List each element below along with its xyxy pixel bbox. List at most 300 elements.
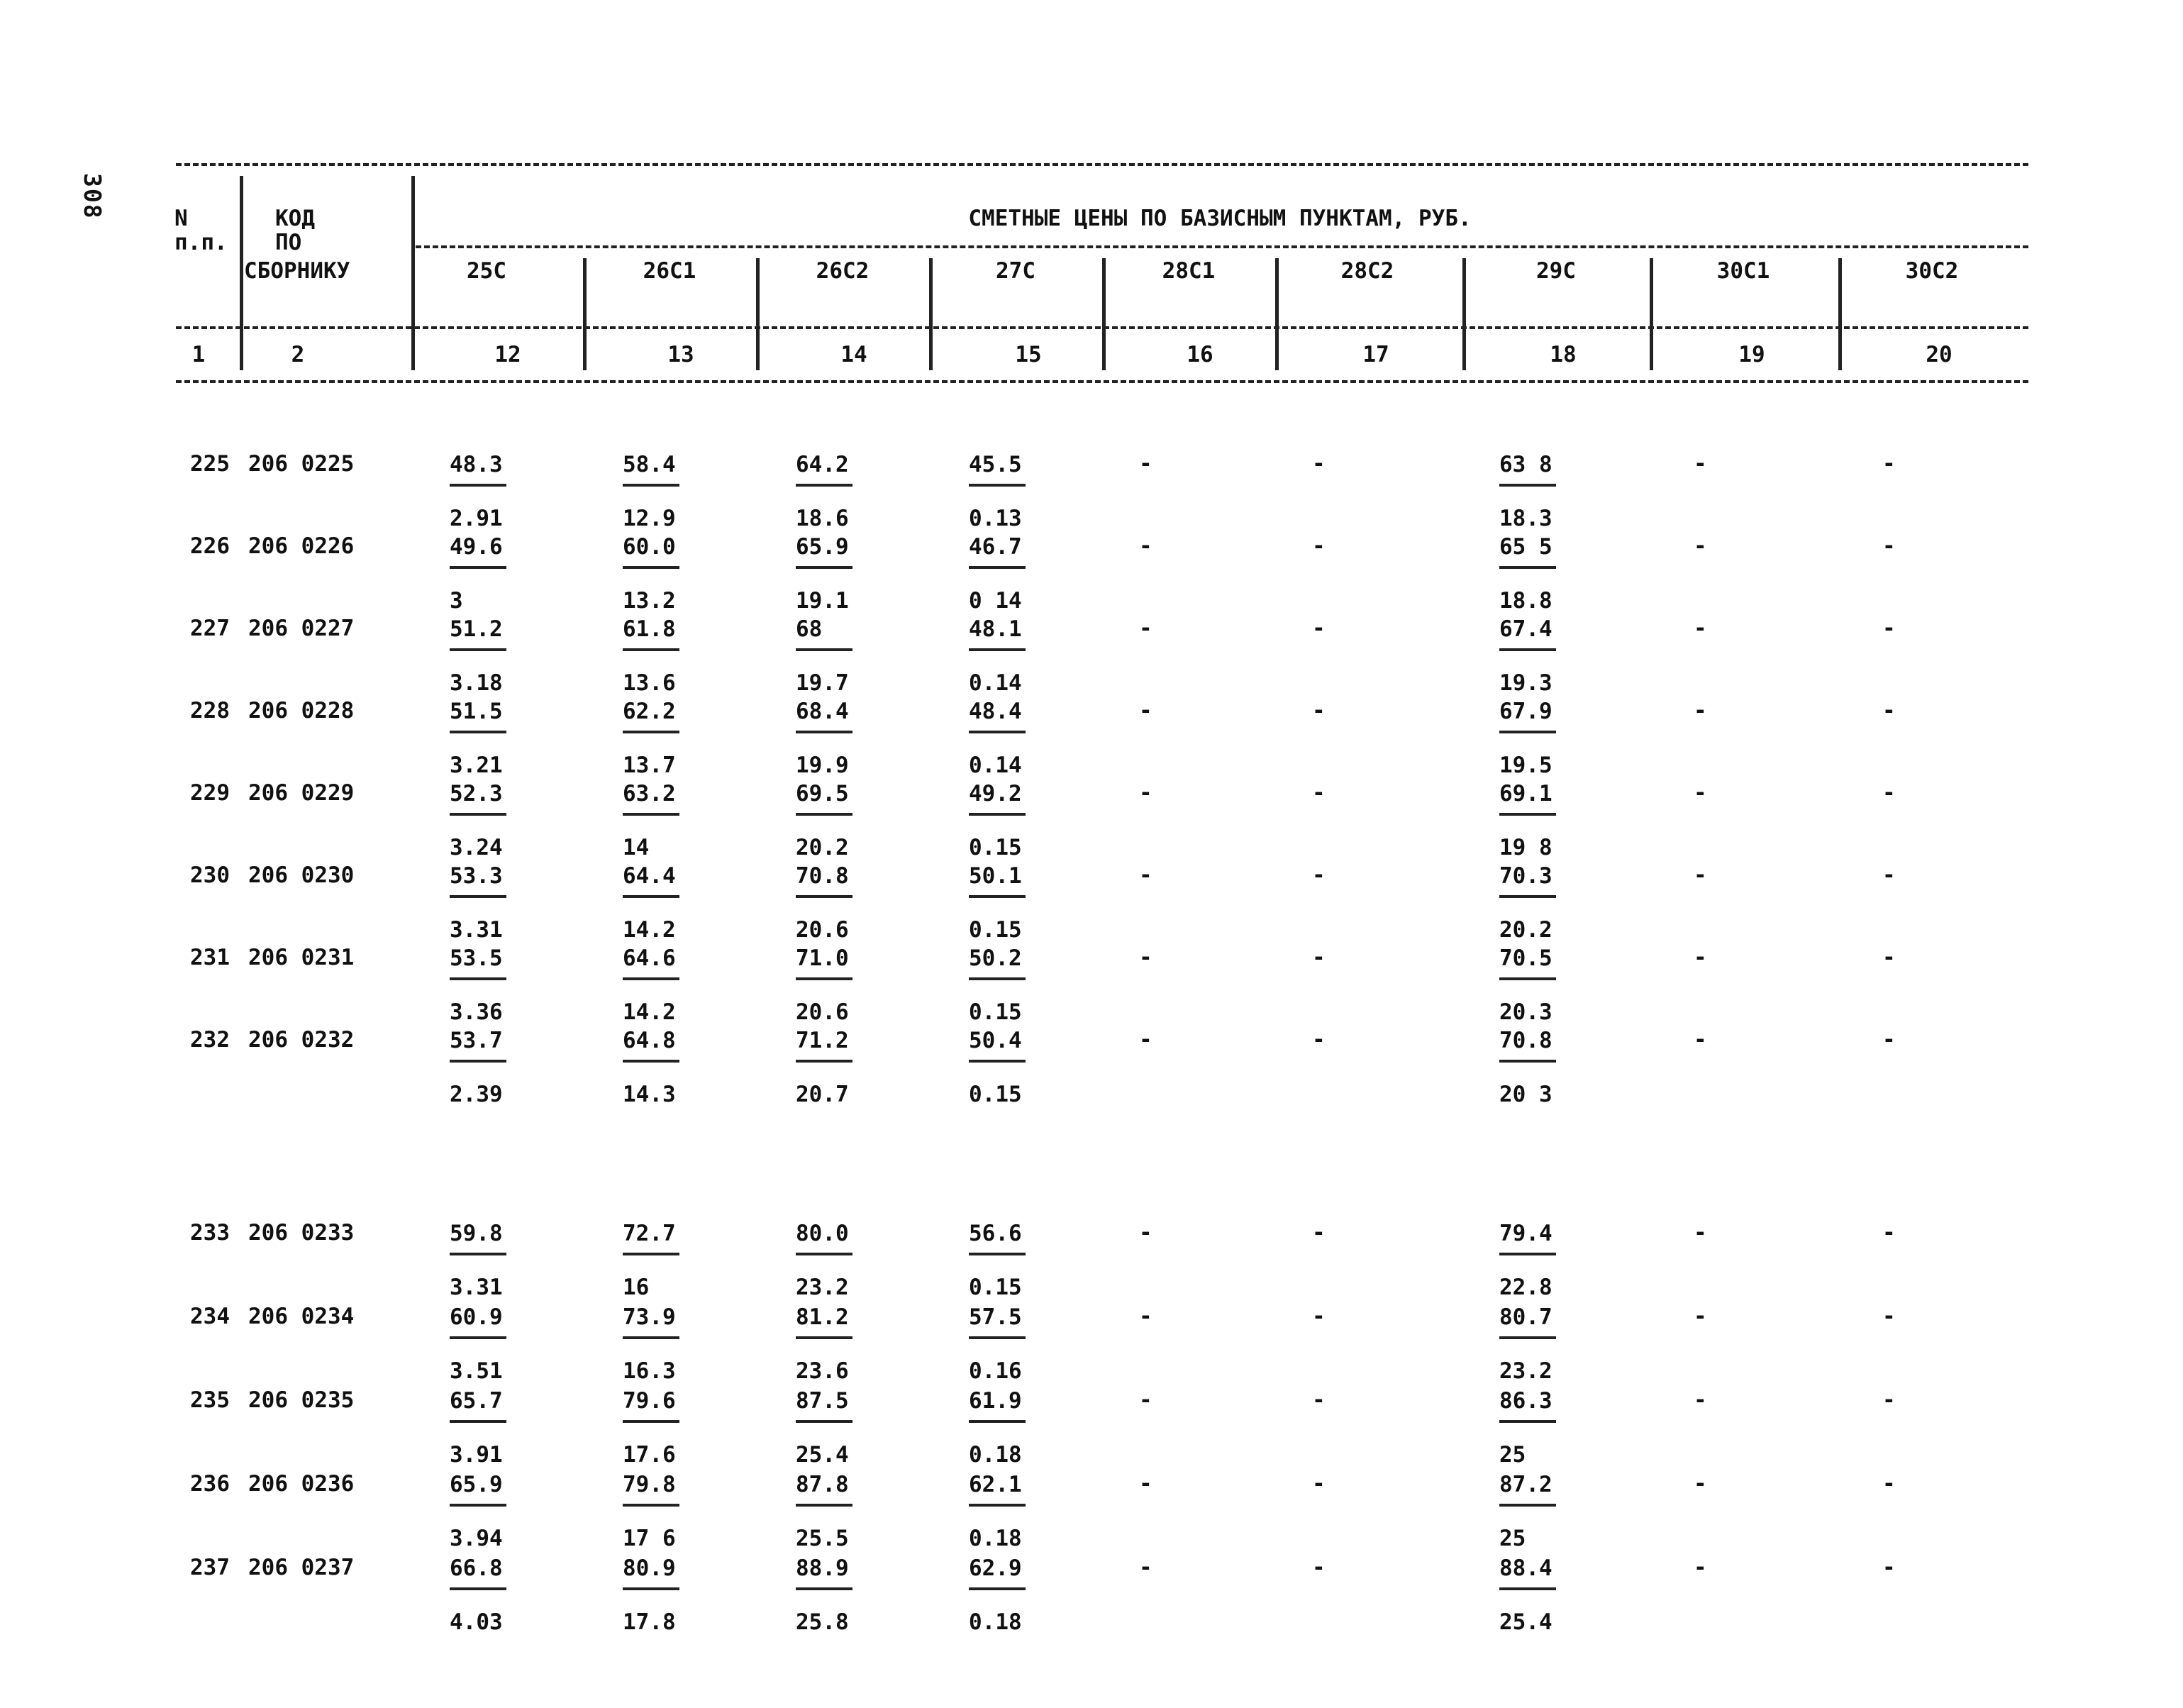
price-value: 71.2 (796, 1028, 849, 1053)
price-fraction (1499, 1027, 1560, 1108)
fraction-bar (796, 1587, 852, 1590)
price-fraction (969, 698, 1030, 779)
price-value: 69.1 (1499, 781, 1552, 806)
row-code: 206 0225 (248, 451, 355, 477)
transport-cost-value: 13.2 (623, 588, 676, 614)
fraction-bar (969, 1420, 1026, 1423)
transport-cost-value: 20.2 (796, 835, 849, 860)
transport-cost-value: 2.39 (450, 1082, 503, 1107)
price-value: 50.4 (969, 1028, 1022, 1053)
price-value: 62.1 (969, 1472, 1022, 1497)
price-value: 61.9 (969, 1388, 1022, 1414)
empty-price-dash: - (1312, 1555, 1326, 1580)
price-value: 63.2 (623, 781, 676, 806)
transport-cost-value: 17.6 (623, 1442, 676, 1468)
price-fraction (969, 945, 1030, 1026)
transport-cost-value: 14.2 (623, 999, 676, 1025)
price-value: 81.2 (796, 1304, 849, 1330)
price-fraction (1499, 780, 1560, 861)
transport-cost-value: 2.91 (450, 506, 503, 531)
row-number: 226 (190, 533, 230, 559)
row-number: 232 (190, 1027, 230, 1053)
transport-cost-value: 19.7 (796, 670, 849, 696)
row-code: 206 0236 (248, 1471, 355, 1497)
price-value: 70.8 (1499, 1028, 1552, 1053)
fraction-bar (969, 1336, 1026, 1339)
transport-cost-value: 23.2 (1499, 1358, 1552, 1384)
empty-price-dash: - (1139, 1220, 1152, 1246)
fraction-bar (1499, 566, 1556, 569)
fraction-bar (623, 648, 679, 651)
transport-cost-value: 3 (450, 588, 463, 614)
header-code-sub-label: ПО (275, 230, 302, 255)
row-number: 230 (190, 863, 230, 888)
price-fraction (969, 1387, 1030, 1468)
price-value: 51.5 (450, 699, 503, 724)
transport-cost-value: 3.94 (450, 1526, 503, 1551)
price-fraction (1499, 945, 1560, 1026)
transport-cost-value: 18.3 (1499, 506, 1552, 531)
price-value: 60.9 (450, 1304, 503, 1330)
transport-cost-value: 25.4 (796, 1442, 849, 1468)
empty-price-dash: - (1694, 863, 1707, 888)
empty-price-dash: - (1882, 1471, 1896, 1497)
fraction-bar (450, 566, 506, 569)
empty-price-dash: - (1139, 1027, 1152, 1053)
price-value: 48.3 (450, 452, 503, 477)
price-value: 63 8 (1499, 452, 1552, 477)
price-value: 67.9 (1499, 699, 1552, 724)
fraction-bar (450, 1420, 506, 1423)
fraction-bar (450, 977, 506, 980)
price-value: 64.8 (623, 1028, 676, 1053)
empty-price-dash: - (1312, 780, 1326, 806)
fraction-bar (796, 977, 852, 980)
price-value: 58.4 (623, 452, 676, 477)
empty-price-dash: - (1312, 945, 1326, 970)
transport-cost-value: 3.31 (450, 1275, 503, 1300)
price-fraction (450, 616, 511, 697)
price-fraction (450, 863, 511, 943)
header-col-label: 28С1 (1162, 258, 1216, 284)
header-col-label: 29С (1536, 258, 1576, 284)
fraction-bar (969, 1253, 1026, 1255)
empty-price-dash: - (1694, 533, 1707, 559)
transport-cost-value: 0.13 (969, 506, 1022, 531)
fraction-bar (1499, 484, 1556, 487)
price-value: 67.4 (1499, 616, 1552, 642)
fraction-bar (623, 813, 679, 816)
empty-price-dash: - (1139, 1387, 1152, 1413)
fraction-bar (450, 1060, 506, 1063)
transport-cost-value: 3.31 (450, 917, 503, 943)
transport-cost-value: 16 (623, 1275, 650, 1300)
fraction-bar (450, 1253, 506, 1255)
row-number: 237 (190, 1555, 230, 1580)
empty-price-dash: - (1882, 1220, 1896, 1246)
empty-price-dash: - (1694, 1220, 1707, 1246)
fraction-bar (796, 1060, 852, 1063)
row-number: 231 (190, 945, 230, 970)
empty-price-dash: - (1312, 616, 1326, 641)
transport-cost-value: 3.24 (450, 835, 503, 860)
price-value: 48.4 (969, 699, 1022, 724)
fraction-bar (796, 895, 852, 898)
empty-price-dash: - (1312, 1387, 1326, 1413)
transport-cost-value: 19.1 (796, 588, 849, 614)
price-fraction (623, 451, 684, 532)
header-col-number: 14 (840, 342, 867, 367)
price-fraction (969, 1304, 1030, 1385)
header-col-label: 30С1 (1716, 258, 1770, 284)
transport-cost-value: 0.18 (969, 1442, 1022, 1468)
transport-cost-value: 17.8 (623, 1609, 676, 1635)
row-code: 206 0231 (248, 945, 355, 970)
transport-cost-value: 18.8 (1499, 588, 1552, 614)
price-fraction (969, 1555, 1030, 1636)
price-value: 53.7 (450, 1028, 503, 1053)
price-value: 49.6 (450, 534, 503, 560)
price-value: 70.5 (1499, 946, 1552, 971)
price-fraction (796, 1471, 857, 1552)
price-fraction (1499, 863, 1560, 943)
price-value: 57.5 (969, 1304, 1022, 1330)
price-fraction (969, 780, 1030, 861)
fraction-bar (623, 1587, 679, 1590)
header-col-number: 16 (1187, 342, 1213, 367)
empty-price-dash: - (1139, 945, 1152, 970)
row-code: 206 0233 (248, 1220, 355, 1246)
fraction-bar (1499, 813, 1556, 816)
header-col-number: 17 (1362, 342, 1389, 367)
fraction-bar (796, 1253, 852, 1255)
transport-cost-value: 20.6 (796, 917, 849, 943)
price-value: 61.8 (623, 616, 676, 642)
empty-price-dash: - (1312, 1304, 1326, 1329)
price-value: 50.1 (969, 863, 1022, 889)
price-value: 80.9 (623, 1556, 676, 1581)
empty-price-dash: - (1882, 945, 1896, 970)
price-value: 64.2 (796, 452, 849, 477)
price-fraction (450, 1220, 511, 1301)
price-fraction (969, 1220, 1030, 1301)
fraction-bar (623, 1504, 679, 1507)
price-fraction (1499, 1387, 1560, 1468)
empty-price-dash: - (1882, 451, 1896, 477)
price-fraction (623, 1387, 684, 1468)
transport-cost-value: 0.15 (969, 835, 1022, 860)
fraction-bar (1499, 1504, 1556, 1507)
price-fraction (796, 698, 857, 779)
fraction-bar (1499, 1587, 1556, 1590)
transport-cost-value: 17 6 (623, 1526, 676, 1551)
price-fraction (623, 945, 684, 1026)
header-col-number: 15 (1015, 342, 1042, 367)
fraction-bar (1499, 895, 1556, 898)
transport-cost-value: 13.6 (623, 670, 676, 696)
price-fraction (450, 780, 511, 861)
transport-cost-value: 0 14 (969, 588, 1022, 614)
transport-cost-value: 19.9 (796, 753, 849, 778)
price-fraction (450, 1471, 511, 1552)
transport-cost-value: 16.3 (623, 1358, 676, 1384)
price-value: 87.8 (796, 1472, 849, 1497)
empty-price-dash: - (1312, 451, 1326, 477)
row-number: 235 (190, 1387, 230, 1413)
fraction-bar (623, 731, 679, 733)
empty-price-dash: - (1882, 1027, 1896, 1053)
price-value: 80.7 (1499, 1304, 1552, 1330)
price-value: 71.0 (796, 946, 849, 971)
price-fraction (623, 863, 684, 943)
transport-cost-value: 25.4 (1499, 1609, 1552, 1635)
price-value: 62.2 (623, 699, 676, 724)
price-value: 53.5 (450, 946, 503, 971)
price-value: 65.7 (450, 1388, 503, 1414)
price-value: 87.2 (1499, 1472, 1552, 1497)
empty-price-dash: - (1694, 945, 1707, 970)
fraction-bar (1499, 1060, 1556, 1063)
price-value: 73.9 (623, 1304, 676, 1330)
empty-price-dash: - (1694, 1387, 1707, 1413)
price-fraction (796, 780, 857, 861)
row-code: 206 0237 (248, 1555, 355, 1580)
transport-cost-value: 19.3 (1499, 670, 1552, 696)
price-fraction (450, 533, 511, 614)
fraction-bar (623, 566, 679, 569)
header-code-sub-label-2: СБОРНИКУ (244, 258, 350, 284)
price-fraction (1499, 451, 1560, 532)
price-fraction (796, 451, 857, 532)
fraction-bar (969, 731, 1026, 733)
transport-cost-value: 14 (623, 835, 650, 860)
empty-price-dash: - (1882, 533, 1896, 559)
header-col-label: 26С2 (816, 258, 870, 284)
price-fraction (969, 451, 1030, 532)
price-fraction (1499, 698, 1560, 779)
price-value: 65.9 (450, 1472, 503, 1497)
price-value: 79.6 (623, 1388, 676, 1414)
price-fraction (796, 616, 857, 697)
header-col-number: 20 (1926, 342, 1953, 367)
row-code: 206 0227 (248, 616, 355, 641)
price-fraction (1499, 1220, 1560, 1301)
empty-price-dash: - (1139, 780, 1152, 806)
fraction-bar (450, 484, 506, 487)
empty-price-dash: - (1312, 698, 1326, 723)
transport-cost-value: 3.91 (450, 1442, 503, 1468)
price-value: 64.6 (623, 946, 676, 971)
fraction-bar (796, 484, 852, 487)
page-number: 308 (79, 173, 106, 220)
transport-cost-value: 14.2 (623, 917, 676, 943)
price-value: 66.8 (450, 1556, 503, 1581)
row-code: 206 0228 (248, 698, 355, 723)
row-code: 206 0234 (248, 1304, 355, 1329)
price-fraction (623, 1471, 684, 1552)
price-value: 65 5 (1499, 534, 1552, 560)
row-number: 233 (190, 1220, 230, 1246)
fraction-bar (796, 566, 852, 569)
empty-price-dash: - (1882, 1387, 1896, 1413)
row-code: 206 0230 (248, 863, 355, 888)
price-value: 80.0 (796, 1221, 849, 1246)
fraction-bar (969, 1060, 1026, 1063)
price-fraction (796, 1027, 857, 1108)
fraction-bar (969, 977, 1026, 980)
price-value: 72.7 (623, 1221, 676, 1246)
price-fraction (450, 698, 511, 779)
fraction-bar (969, 895, 1026, 898)
price-fraction (1499, 533, 1560, 614)
price-value: 79.4 (1499, 1221, 1552, 1246)
price-fraction (969, 1027, 1030, 1108)
header-col-number: 12 (494, 342, 521, 367)
fraction-bar (450, 1504, 506, 1507)
header-col-number: 19 (1738, 342, 1765, 367)
transport-cost-value: 4.03 (450, 1609, 503, 1635)
fraction-bar (450, 1587, 506, 1590)
header-group-title: СМЕТНЫЕ ЦЕНЫ ПО БАЗИСНЫМ ПУНКТАМ, РУБ. (968, 206, 1472, 231)
empty-price-dash: - (1139, 863, 1152, 888)
price-value: 70.8 (796, 863, 849, 889)
header-n-label: N (174, 206, 188, 231)
price-value: 51.2 (450, 616, 503, 642)
empty-price-dash: - (1694, 616, 1707, 641)
empty-price-dash: - (1882, 1304, 1896, 1329)
fraction-bar (450, 648, 506, 651)
fraction-bar (1499, 1336, 1556, 1339)
header-col-label: 28С2 (1340, 258, 1394, 284)
transport-cost-value: 25.8 (796, 1609, 849, 1635)
price-value: 56.6 (969, 1221, 1022, 1246)
row-number: 236 (190, 1471, 230, 1497)
fraction-bar (969, 1504, 1026, 1507)
price-fraction (623, 616, 684, 697)
price-fraction (623, 698, 684, 779)
transport-cost-value: 19 8 (1499, 835, 1552, 860)
header-n-sub-label: п.п. (174, 230, 228, 255)
price-fraction (623, 780, 684, 861)
fraction-bar (969, 566, 1026, 569)
transport-cost-value: 3.18 (450, 670, 503, 696)
transport-cost-value: 20.6 (796, 999, 849, 1025)
header-col-label: 25С (467, 258, 506, 284)
price-value: 86.3 (1499, 1388, 1552, 1414)
row-number: 227 (190, 616, 230, 641)
price-fraction (623, 1027, 684, 1108)
price-value: 64.4 (623, 863, 676, 889)
transport-cost-value: 0.14 (969, 753, 1022, 778)
empty-price-dash: - (1139, 1555, 1152, 1580)
fraction-bar (796, 1504, 852, 1507)
header-col-number: 2 (291, 342, 305, 367)
price-value: 53.3 (450, 863, 503, 889)
row-number: 225 (190, 451, 230, 477)
price-value: 68.4 (796, 699, 849, 724)
fraction-bar (1499, 648, 1556, 651)
transport-cost-value: 0.15 (969, 1275, 1022, 1300)
price-fraction (1499, 616, 1560, 697)
transport-cost-value: 0.15 (969, 1082, 1022, 1107)
price-fraction (796, 1220, 857, 1301)
transport-cost-value: 12.9 (623, 506, 676, 531)
transport-cost-value: 14.3 (623, 1082, 676, 1107)
price-value: 87.5 (796, 1388, 849, 1414)
transport-cost-value: 3.36 (450, 999, 503, 1025)
transport-cost-value: 25 (1499, 1442, 1526, 1468)
row-code: 206 0229 (248, 780, 355, 806)
empty-price-dash: - (1694, 780, 1707, 806)
price-value: 88.4 (1499, 1556, 1552, 1581)
fraction-bar (796, 1420, 852, 1423)
header-col-label: 30С2 (1905, 258, 1959, 284)
fraction-bar (796, 813, 852, 816)
header-code-label: КОД (275, 206, 315, 231)
fraction-bar (450, 1336, 506, 1339)
empty-price-dash: - (1694, 1471, 1707, 1497)
transport-cost-value: 0.14 (969, 670, 1022, 696)
empty-price-dash: - (1882, 780, 1896, 806)
fraction-bar (1499, 977, 1556, 980)
fraction-bar (623, 484, 679, 487)
transport-cost-value: 20.2 (1499, 917, 1552, 943)
price-fraction (796, 1387, 857, 1468)
empty-price-dash: - (1882, 698, 1896, 723)
empty-price-dash: - (1312, 1471, 1326, 1497)
fraction-bar (1499, 1420, 1556, 1423)
price-value: 50.2 (969, 946, 1022, 971)
price-value: 46.7 (969, 534, 1022, 560)
empty-price-dash: - (1882, 863, 1896, 888)
price-fraction (796, 945, 857, 1026)
fraction-bar (1499, 731, 1556, 733)
price-value: 65.9 (796, 534, 849, 560)
empty-price-dash: - (1312, 863, 1326, 888)
price-value: 79.8 (623, 1472, 676, 1497)
price-fraction (969, 863, 1030, 943)
price-value: 48.1 (969, 616, 1022, 642)
header-col-number: 18 (1550, 342, 1577, 367)
fraction-bar (796, 1336, 852, 1339)
empty-price-dash: - (1312, 1027, 1326, 1053)
fraction-bar (969, 648, 1026, 651)
price-fraction (450, 945, 511, 1026)
price-value: 49.2 (969, 781, 1022, 806)
price-value: 88.9 (796, 1556, 849, 1581)
price-fraction (623, 1304, 684, 1385)
price-value: 68 (796, 616, 823, 642)
price-fraction (623, 1220, 684, 1301)
fraction-bar (1499, 1253, 1556, 1255)
empty-price-dash: - (1882, 616, 1896, 641)
price-fraction (796, 1304, 857, 1385)
price-value: 62.9 (969, 1556, 1022, 1581)
transport-cost-value: 22.8 (1499, 1275, 1552, 1300)
header-col-label: 26С1 (643, 258, 696, 284)
price-fraction (1499, 1471, 1560, 1552)
price-fraction (969, 533, 1030, 614)
transport-cost-value: 20.3 (1499, 999, 1552, 1025)
fraction-bar (450, 731, 506, 733)
header-col-label: 27С (996, 258, 1035, 284)
transport-cost-value: 3.21 (450, 753, 503, 778)
empty-price-dash: - (1139, 1471, 1152, 1497)
row-code: 206 0226 (248, 533, 355, 559)
empty-price-dash: - (1694, 698, 1707, 723)
price-fraction (796, 1555, 857, 1636)
transport-cost-value: 3.51 (450, 1358, 503, 1384)
